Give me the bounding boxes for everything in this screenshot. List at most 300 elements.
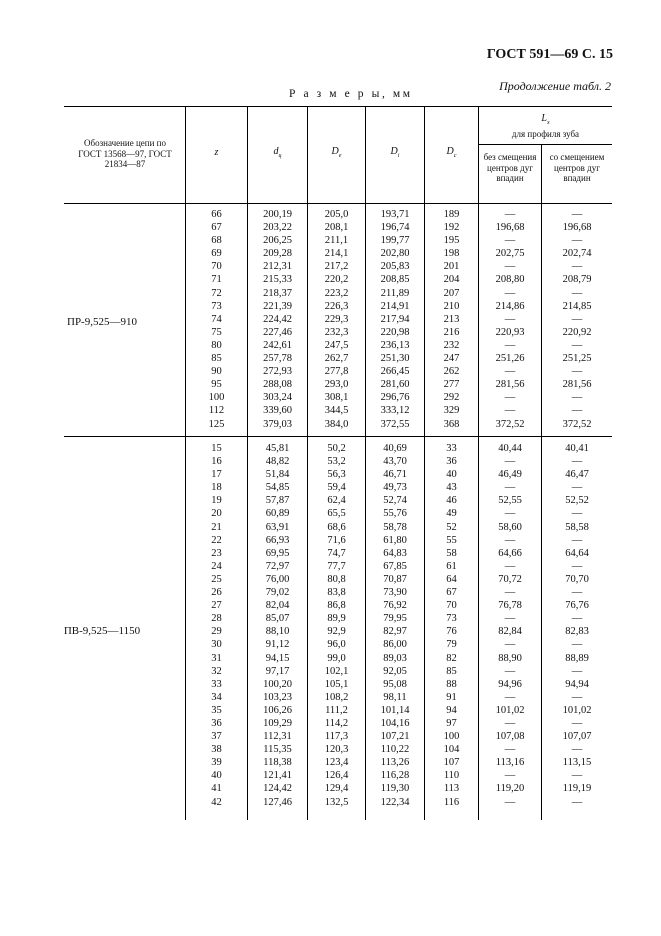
- table-cell: 71: [211, 274, 222, 286]
- table-cell: 69: [211, 248, 222, 260]
- z-header: z: [214, 147, 219, 158]
- table-cell: 102,1: [324, 665, 349, 677]
- table-cell: 344,5: [324, 405, 349, 417]
- table-cell: 91,12: [265, 639, 290, 651]
- lx-with-column: [542, 442, 612, 809]
- table-cell: 196,68: [495, 222, 525, 234]
- table-cell: —: [571, 744, 583, 756]
- table-cell: 110: [443, 770, 460, 782]
- table-cell: 257,78: [263, 353, 292, 365]
- table-cell: 94,96: [498, 678, 522, 690]
- table-cell: 46: [446, 495, 457, 507]
- table-cell: —: [571, 261, 583, 273]
- table-cell: 208,85: [380, 274, 410, 286]
- table-cell: 208,80: [495, 274, 525, 286]
- table-cell: 111,2: [325, 704, 348, 716]
- table-cell: 117,3: [324, 731, 349, 743]
- table-cell: —: [504, 639, 516, 651]
- table-cell: 97,17: [265, 665, 290, 677]
- table-cell: 101,14: [380, 704, 410, 716]
- lx-without-column: [479, 208, 541, 431]
- table-cell: —: [504, 287, 516, 299]
- table-cell: 51,84: [265, 469, 290, 481]
- table-cell: —: [504, 534, 516, 546]
- table-cell: 293,0: [324, 379, 349, 391]
- table-cell: 214,86: [495, 300, 525, 312]
- d-column: [248, 442, 307, 809]
- table-cell: 100,20: [263, 678, 292, 690]
- Dc-column: [425, 208, 478, 431]
- lx-with-column: [542, 208, 612, 431]
- table-cell: 379,03: [263, 418, 292, 430]
- table-cell: —: [504, 482, 516, 494]
- table-cell: —: [571, 235, 583, 247]
- table-cell: 40,44: [498, 443, 522, 454]
- table-cell: 217,94: [380, 313, 410, 325]
- table-cell: —: [571, 665, 583, 677]
- table-cell: 33: [446, 443, 457, 454]
- table-cell: 74,7: [327, 547, 346, 559]
- table-cell: 196,74: [380, 222, 410, 234]
- table-cell: —: [504, 613, 516, 625]
- table-cell: 85,07: [265, 613, 290, 625]
- table-cell: 202,80: [380, 248, 410, 260]
- table-cell: —: [504, 744, 516, 756]
- page-header: ГОСТ 591—69 С. 15: [486, 47, 613, 62]
- table-cell: —: [571, 639, 583, 651]
- Di-header: $D_i$: [390, 146, 400, 159]
- table-cell: 29: [211, 626, 222, 638]
- table-cell: 281,56: [495, 379, 525, 391]
- table-cell: 82,04: [265, 600, 290, 612]
- table-cell: 384,0: [324, 418, 349, 430]
- table-cell: 214,85: [562, 300, 592, 312]
- table-cell: —: [571, 456, 583, 468]
- table-cell: 40: [446, 469, 457, 481]
- table-cell: 107,21: [380, 731, 410, 743]
- table-cell: 95,08: [383, 678, 407, 690]
- table-cell: 339,60: [263, 405, 292, 417]
- table-cell: 65,5: [327, 508, 346, 520]
- table-cell: 25: [211, 573, 222, 585]
- table-cell: 57,87: [265, 495, 290, 507]
- table-cell: 101,02: [562, 704, 592, 716]
- table-cell: 226,3: [324, 300, 349, 312]
- table-cell: 122,34: [380, 796, 410, 808]
- table-cell: 85: [211, 353, 222, 365]
- table-cell: 220,92: [562, 326, 592, 338]
- table-cell: —: [504, 405, 516, 417]
- table-cell: 107: [443, 757, 460, 769]
- table-cell: 86,8: [327, 600, 346, 612]
- table-cell: 55,76: [383, 508, 407, 520]
- table-cell: 31: [211, 652, 222, 664]
- table-cell: —: [504, 508, 516, 520]
- table-cell: 61,80: [383, 534, 407, 546]
- table-cell: —: [571, 209, 583, 220]
- table-cell: 127,46: [263, 796, 292, 808]
- table-cell: 288,08: [263, 379, 292, 391]
- table-cell: 247,5: [324, 339, 349, 351]
- table-cell: 207: [443, 287, 460, 299]
- table-cell: 202,74: [562, 248, 592, 260]
- z-column: [186, 442, 247, 809]
- table-cell: 76,76: [565, 600, 589, 612]
- table-cell: 53,2: [327, 456, 346, 468]
- Di-column: [366, 208, 424, 431]
- d-header: $d_ц$: [273, 146, 282, 159]
- table-cell: 86,00: [383, 639, 407, 651]
- table-cell: 198: [443, 248, 460, 260]
- table-cell: —: [571, 796, 583, 808]
- table-cell: 69,95: [265, 547, 290, 559]
- table-cell: 123,4: [324, 757, 349, 769]
- table-cell: 220,93: [495, 326, 525, 338]
- table-cell: 103,23: [263, 691, 292, 703]
- table-cell: 52,74: [383, 495, 407, 507]
- table-cell: 26: [211, 587, 222, 599]
- table-cell: 76,78: [498, 600, 522, 612]
- sizes-caption: Р а з м е р ы, мм: [289, 88, 413, 100]
- table-cell: 125: [208, 418, 225, 430]
- table-cell: 34: [211, 691, 222, 703]
- table-cell: 94: [446, 704, 457, 716]
- table-cell: 89,03: [383, 652, 407, 664]
- lx-subheader-rule: [478, 144, 612, 145]
- table-cell: 71,6: [327, 534, 346, 546]
- table-cell: 35: [211, 704, 222, 716]
- table-cell: 132,5: [324, 796, 349, 808]
- table-cell: 201: [443, 261, 460, 273]
- table-cell: 94,94: [565, 678, 589, 690]
- table-cell: 73: [446, 613, 457, 625]
- table-cell: 205,83: [380, 261, 410, 273]
- table-cell: 24: [211, 560, 222, 572]
- table-cell: 64,83: [383, 547, 407, 559]
- table-cell: —: [571, 560, 583, 572]
- table-cell: 33: [211, 678, 222, 690]
- table-cell: 116,28: [380, 770, 410, 782]
- table-cell: 119,30: [380, 783, 410, 795]
- table-cell: 70: [446, 600, 457, 612]
- table-cell: 74: [211, 313, 222, 325]
- table-cell: 37: [211, 731, 222, 743]
- table-cell: 97: [446, 717, 457, 729]
- table-cell: 100: [443, 731, 460, 743]
- table-cell: —: [571, 405, 583, 417]
- table-cell: 42: [211, 796, 222, 808]
- table-cell: 49: [446, 508, 457, 520]
- table-cell: 113: [443, 783, 460, 795]
- table-cell: 196,68: [562, 222, 592, 234]
- table-cell: 229,3: [324, 313, 349, 325]
- table-cell: 66,93: [265, 534, 290, 546]
- table-cell: 212,31: [263, 261, 292, 273]
- table-cell: 36: [211, 717, 222, 729]
- table-cell: —: [504, 339, 516, 351]
- profile-header: для профиля зуба: [511, 129, 580, 139]
- table-cell: 368: [443, 418, 460, 430]
- table-cell: 129,4: [324, 783, 349, 795]
- table-cell: 119,19: [562, 783, 592, 795]
- table-cell: 329: [443, 405, 460, 417]
- table-cell: 82,97: [383, 626, 407, 638]
- table-cell: —: [571, 613, 583, 625]
- table-cell: —: [571, 482, 583, 494]
- lx-header: $L_x$: [541, 113, 550, 126]
- table-cell: 60,89: [265, 508, 290, 520]
- table-cell: —: [571, 691, 583, 703]
- d-column: [248, 208, 307, 431]
- table-cell: 94,15: [265, 652, 290, 664]
- table-cell: 67: [211, 222, 222, 234]
- table-cell: 333,12: [380, 405, 410, 417]
- table-cell: 98,11: [383, 691, 407, 703]
- table-cell: 251,26: [495, 353, 525, 365]
- table-cell: 41: [211, 783, 222, 795]
- table-cell: 58,58: [565, 521, 589, 533]
- Dc-column: [425, 442, 478, 809]
- table-cell: 124,42: [263, 783, 292, 795]
- table-cell: 46,71: [383, 469, 407, 481]
- table-cell: 236,13: [380, 339, 410, 351]
- table-cell: 88: [446, 678, 457, 690]
- table-cell: 119,20: [495, 783, 525, 795]
- table-cell: —: [571, 366, 583, 378]
- table-cell: 76,92: [383, 600, 407, 612]
- table-cell: 112,31: [263, 731, 292, 743]
- table-cell: —: [504, 456, 516, 468]
- table-cell: 120,3: [324, 744, 349, 756]
- table-cell: 272,93: [263, 366, 292, 378]
- table-cell: 64,64: [565, 547, 589, 559]
- table-cell: 116: [443, 796, 460, 808]
- table-cell: —: [504, 235, 516, 247]
- table-cell: 66: [211, 209, 222, 220]
- table-cell: 40,69: [383, 443, 407, 454]
- table-cell: —: [504, 665, 516, 677]
- table-cell: 211,1: [324, 235, 349, 247]
- table-cell: 296,76: [380, 392, 410, 404]
- table-cell: —: [504, 209, 516, 220]
- table-cell: 22: [211, 534, 222, 546]
- table-cell: —: [504, 392, 516, 404]
- table-cell: 58,60: [498, 521, 522, 533]
- table-cell: 200,19: [263, 209, 292, 220]
- table-cell: —: [504, 261, 516, 273]
- table-cell: 121,41: [263, 770, 292, 782]
- table-cell: —: [504, 796, 516, 808]
- table-cell: 55: [446, 534, 457, 546]
- table-cell: 106,26: [263, 704, 292, 716]
- table-cell: 205,0: [324, 209, 349, 220]
- De-column: [308, 442, 365, 809]
- table-cell: 251,30: [380, 353, 410, 365]
- table-cell: 95: [211, 379, 222, 391]
- table-cell: 372,52: [495, 418, 525, 430]
- table-cell: 101,02: [495, 704, 525, 716]
- table-cell: 40,41: [565, 443, 589, 454]
- table-cell: 224,42: [263, 313, 292, 325]
- table-cell: —: [504, 313, 516, 325]
- table-cell: 105,1: [324, 678, 349, 690]
- Dc-header: $D_c$: [446, 146, 457, 159]
- table-cell: 204: [443, 274, 460, 286]
- table-cell: 68,6: [327, 521, 346, 533]
- table-cell: 40: [211, 770, 222, 782]
- table-cell: 82,83: [565, 626, 589, 638]
- table-cell: 92,9: [327, 626, 346, 638]
- table-cell: 21: [211, 521, 222, 533]
- table-cell: 27: [211, 600, 222, 612]
- table-cell: 193,71: [380, 209, 410, 220]
- table-cell: 70,70: [565, 573, 589, 585]
- table-cell: 99,0: [327, 652, 346, 664]
- designation-header: Обозначение цепи по ГОСТ 13568—97, ГОСТ 21834—87: [78, 138, 172, 169]
- table-cell: 203,22: [263, 222, 292, 234]
- table-cell: 227,46: [263, 326, 292, 338]
- table-cell: —: [504, 770, 516, 782]
- table-cell: 92,05: [383, 665, 407, 677]
- table-cell: 277: [443, 379, 460, 391]
- table-cell: 63,91: [265, 521, 290, 533]
- table-cell: 213: [443, 313, 460, 325]
- table-cell: 247: [443, 353, 460, 365]
- table-cell: 104,16: [380, 717, 410, 729]
- table-cell: 90: [211, 366, 222, 378]
- table-cell: 372,52: [562, 418, 592, 430]
- table-cell: 73,90: [383, 587, 407, 599]
- table-cell: 192: [443, 222, 460, 234]
- table-cell: 104: [443, 744, 460, 756]
- table-continuation: Продолжение табл. 2: [499, 79, 611, 93]
- table-cell: 79,02: [265, 587, 290, 599]
- table-cell: 76,00: [265, 573, 290, 585]
- table-cell: 15: [211, 443, 222, 454]
- table-cell: 216: [443, 326, 460, 338]
- table-cell: —: [504, 587, 516, 599]
- table-cell: 76: [446, 626, 457, 638]
- table-cell: 73: [211, 300, 222, 312]
- table-cell: 18: [211, 482, 222, 494]
- table-cell: 113,15: [562, 757, 592, 769]
- table-cell: —: [571, 313, 583, 325]
- table-cell: 88,10: [265, 626, 290, 638]
- without-offset-header: без смещения центров дуг впадин: [483, 152, 537, 183]
- table-cell: —: [571, 534, 583, 546]
- table-cell: 217,2: [324, 261, 349, 273]
- table-cell: 100: [208, 392, 225, 404]
- table-cell: 277,8: [324, 366, 349, 378]
- table-cell: 83,8: [327, 587, 346, 599]
- table-cell: 112: [208, 405, 225, 417]
- table-cell: —: [571, 770, 583, 782]
- Di-column: [366, 442, 424, 809]
- group-name-pr: ПР-9,525—910: [67, 316, 137, 328]
- table-cell: 88,90: [498, 652, 522, 664]
- table-cell: —: [571, 717, 583, 729]
- table-cell: 372,55: [380, 418, 410, 430]
- table-cell: 16: [211, 456, 222, 468]
- table-cell: —: [504, 366, 516, 378]
- table-cell: 214,91: [380, 300, 410, 312]
- table-cell: 46,47: [565, 469, 589, 481]
- table-cell: 96,0: [327, 639, 346, 651]
- table-cell: 115,35: [263, 744, 292, 756]
- table-cell: 210: [443, 300, 460, 312]
- table-cell: 67: [446, 587, 457, 599]
- table-cell: 202,75: [495, 248, 525, 260]
- table-cell: 114,2: [324, 717, 349, 729]
- table-cell: 70: [211, 261, 222, 273]
- table-cell: —: [571, 287, 583, 299]
- table-cell: 214,1: [324, 248, 349, 260]
- table-cell: 88,89: [565, 652, 589, 664]
- table-cell: —: [504, 691, 516, 703]
- table-cell: 199,77: [380, 235, 410, 247]
- table-cell: 67,85: [383, 560, 407, 572]
- table-cell: 85: [446, 665, 457, 677]
- table-cell: 61: [446, 560, 457, 572]
- table-cell: 48,82: [265, 456, 290, 468]
- table-cell: 206,25: [263, 235, 292, 247]
- table-cell: —: [504, 717, 516, 729]
- table-cell: 220,98: [380, 326, 410, 338]
- table-cell: 223,2: [324, 287, 349, 299]
- table-cell: 262,7: [324, 353, 349, 365]
- table-cell: 82,84: [498, 626, 522, 638]
- table-cell: 75: [211, 326, 222, 338]
- table-cell: 45,81: [265, 443, 290, 454]
- table-cell: —: [571, 339, 583, 351]
- table-cell: 70,72: [498, 573, 522, 585]
- table-cell: 91: [446, 691, 457, 703]
- table-cell: 292: [443, 392, 460, 404]
- table-cell: 232,3: [324, 326, 349, 338]
- table-cell: 195: [443, 235, 460, 247]
- table-cell: 54,85: [265, 482, 290, 494]
- table-cell: 242,61: [263, 339, 292, 351]
- table-cell: 208,1: [324, 222, 349, 234]
- table-cell: 36: [446, 456, 457, 468]
- table-cell: 281,60: [380, 379, 410, 391]
- table-cell: 43,70: [383, 456, 407, 468]
- table-cell: 262: [443, 366, 460, 378]
- table-cell: 59,4: [327, 482, 346, 494]
- z-column: [186, 208, 247, 431]
- table-cell: 211,89: [380, 287, 410, 299]
- table-cell: 266,45: [380, 366, 410, 378]
- table-cell: 89,9: [327, 613, 346, 625]
- table-cell: 62,4: [327, 495, 346, 507]
- table-cell: —: [571, 392, 583, 404]
- table-cell: 20: [211, 508, 222, 520]
- table-cell: 208,79: [562, 274, 592, 286]
- table-cell: 19: [211, 495, 222, 507]
- table-cell: 107,07: [562, 731, 592, 743]
- table-cell: —: [571, 508, 583, 520]
- with-offset-header: со смещением центров дуг впадин: [549, 152, 605, 183]
- table-cell: 38: [211, 744, 222, 756]
- table-cell: 109,29: [263, 717, 292, 729]
- table-cell: 118,38: [263, 757, 292, 769]
- table-cell: 70,87: [383, 573, 407, 585]
- table-cell: 218,37: [263, 287, 292, 299]
- table-cell: 58,78: [383, 521, 407, 533]
- table-cell: 77,7: [327, 560, 346, 572]
- table-cell: 215,33: [263, 274, 292, 286]
- table-cell: 79,95: [383, 613, 407, 625]
